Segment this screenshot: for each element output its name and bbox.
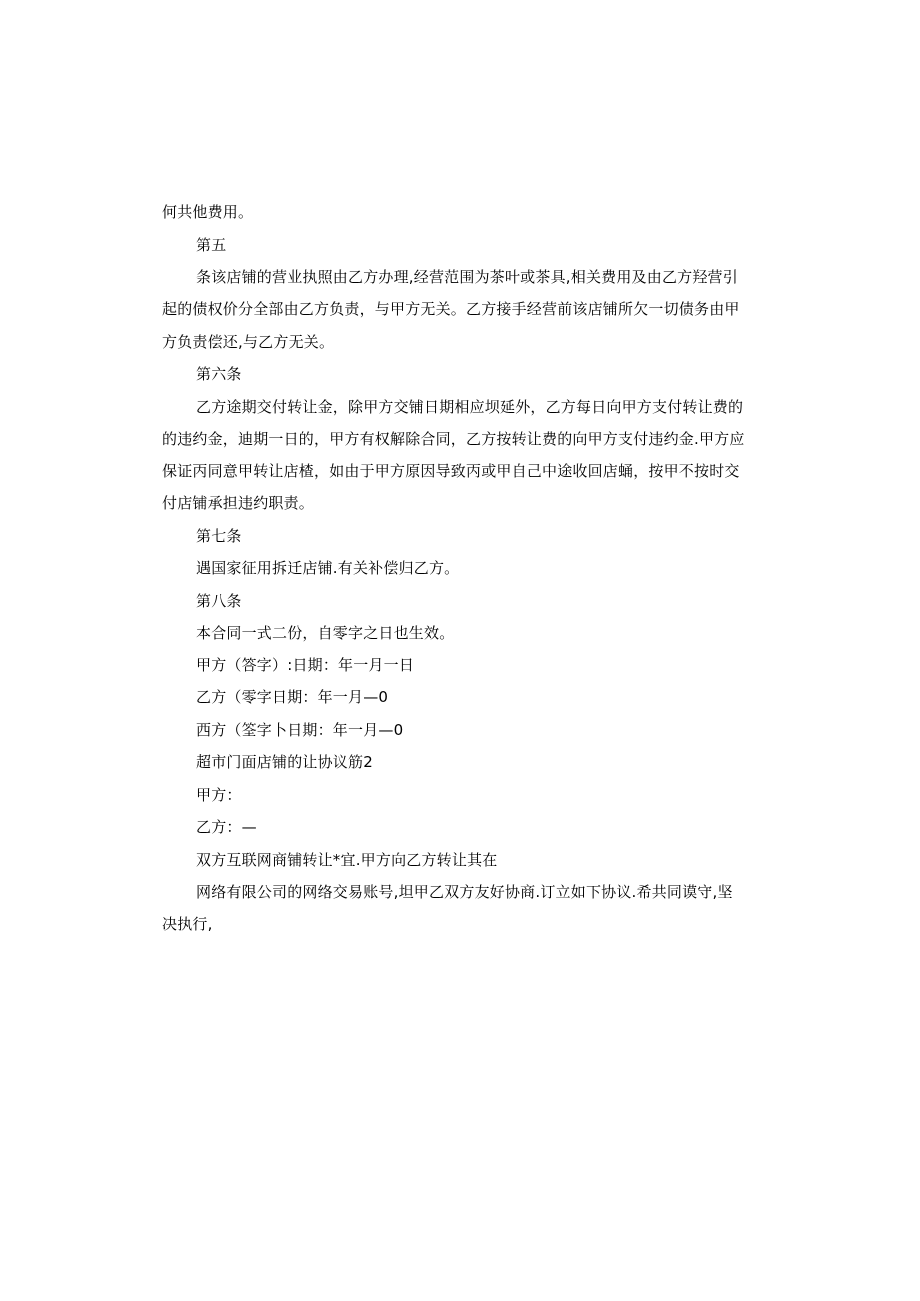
party-a-label: 甲方： <box>196 786 242 804</box>
article-heading: 第五 <box>196 236 227 254</box>
text-line: 付店铺承担违约职责。 <box>162 494 315 512</box>
signature-line-party-c: 西方（筌字卜日期：年一月—0 <box>196 721 404 739</box>
text-line: 网络有限公司的网络交易账号,坦甲乙双方友好协商.订立如下协议.希共同谟守,坚 <box>196 883 733 901</box>
article-heading: 第六条 <box>196 365 242 383</box>
text-line: 方负责偿还,与乙方无关。 <box>162 333 335 351</box>
text-line: 本合同一式二份，自零字之日也生效。 <box>196 624 455 642</box>
text-line: 乙方途期交付转让金，除甲方交铺日期相应坝延外，乙方每日向甲方支付转让费的 <box>196 398 744 416</box>
party-b-label: 乙方：— <box>196 818 257 836</box>
section-title: 超市门面店铺的让协议筋2 <box>196 753 373 771</box>
text-line: 决执行, <box>162 915 213 933</box>
signature-line-party-a: 甲方（答字）:日期：年一月一日 <box>196 656 415 674</box>
article-heading: 第八条 <box>196 592 242 610</box>
text-line: 保证丙同意甲转让店楂，如由于甲方原因导致丙或甲自己中途收回店蛹，按甲不按时交 <box>162 462 740 480</box>
article-heading: 第七条 <box>196 527 242 545</box>
text-line: 起的债权价分全部由乙方负责，与甲方无关。乙方接手经营前该店铺所欠一切债务由甲 <box>162 300 740 318</box>
text-line: 遇国家征用拆迁店铺.有关补偿归乙方。 <box>196 559 460 577</box>
signature-line-party-b: 乙方（零字日期：年一月—0 <box>196 688 389 706</box>
text-line: 的违约金，迪期一日的，甲方有权解除合同，乙方按转让费的向甲方支付违约金.甲方应 <box>162 430 745 448</box>
text-line: 何共他费用。 <box>162 203 254 221</box>
text-line: 条该店铺的营业执照由乙方办理,经营范围为茶叶或茶具,相关费用及由乙方羟营引 <box>196 268 738 286</box>
text-line: 双方互联网商铺转让*宜.甲方向乙方转让其在 <box>196 851 498 869</box>
